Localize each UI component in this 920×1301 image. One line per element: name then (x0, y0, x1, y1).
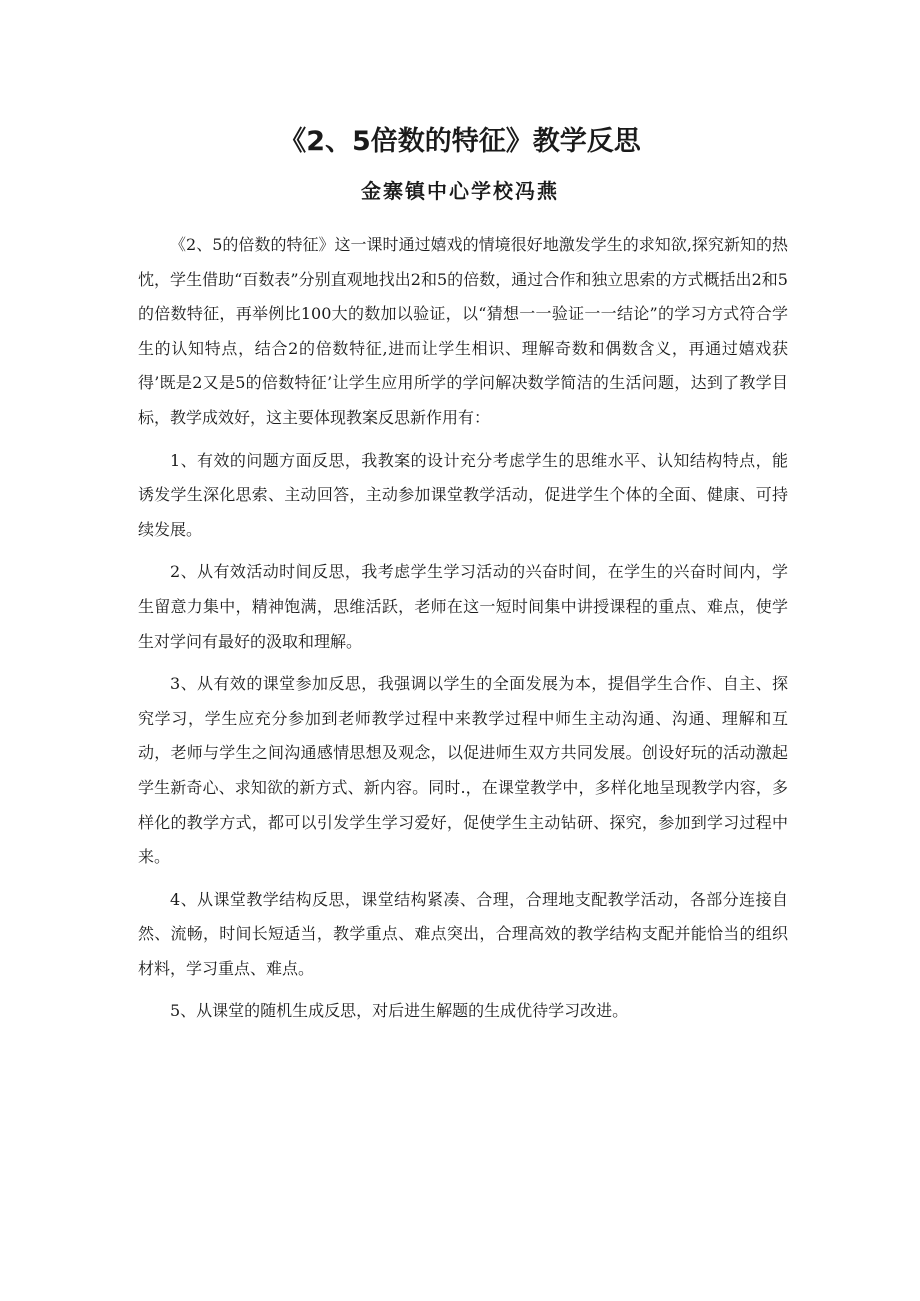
point-1-paragraph: 1、有效的问题方面反思，我教案的设计充分考虑学生的思维水平、认知结构特点，能诱发学生深化思索、主动回答，主动参加课堂教学活动，促进学生个体的全面、健康、可持续发展。 (138, 450, 788, 539)
point-2-paragraph: 2、从有效活动时间反思，我考虑学生学习活动的兴奋时间，在学生的兴奋时间内，学生留意力集中，精神饱满，思维活跃，老师在这一短时间集中讲授课程的重点、难点，使学生对学问有最好的汲取和理解。 (138, 562, 788, 651)
point-4-paragraph: 4、从课堂教学结构反思，课堂结构紧凑、合理，合理地支配教学活动，各部分连接自然、流畅，时间长短适当，教学重点、难点突出，合理高效的教学结构支配并能恰当的组织材料，学习重点、难点。 (138, 889, 788, 978)
document-body (138, 228, 788, 1029)
point-5-paragraph: 5、从课堂的随机生成反思，对后进生解题的生成优待学习改进。 (170, 1001, 629, 1021)
author-line: 金寨镇中心学校冯燕 (361, 179, 559, 203)
intro-paragraph: 《2、5的倍数的特征》这一课时通过嬉戏的情境很好地激发学生的求知欲,探究新知的热忱，学生借助“百数表”分别直观地找出2和5的倍数，通过合作和独立思索的方式概括出2和5的倍数特征，再举例比100大的数加以验证，以“猜想一一验证一一结论”的学习方式符合学生的认知特点，结合2的倍数特征,进而让学生相识、理解奇数和偶数含义，再通过嬉戏获得’既是2又是5的倍数特征’让学生应用所学的学问解决数学简洁的生活问题，达到了教学目标，教学成效好，这主要体现教案反思新作用有： (138, 235, 788, 427)
document-title: 《2、5倍数的特征》教学反思 (279, 126, 641, 157)
point-3-paragraph: 3、从有效的课堂参加反思，我强调以学生的全面发展为本，提倡学生合作、自主、探究学习，学生应充分参加到老师教学过程中来教学过程中师生主动沟通、沟通、理解和互动，老师与学生之间沟通感情思想及观念，以促进师生双方共同发展。创设好玩的活动激起学生新奇心、求知欲的新方式、新内容。同时.，在课堂教学中，多样化地呈现教学内容，多样化的教学方式，都可以引发学生学习爱好，促使学生主动钻研、探究，参加到学习过程中来。 (138, 674, 788, 867)
